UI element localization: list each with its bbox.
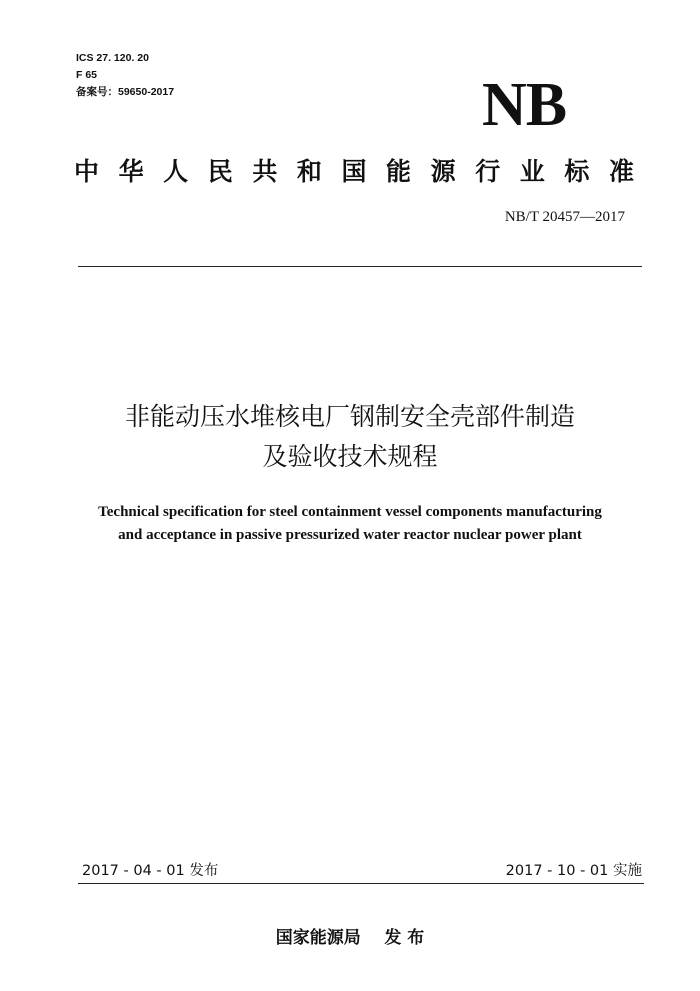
ics-code: ICS 27. 120. 20 [76, 52, 149, 64]
top-divider [78, 266, 642, 267]
publisher: 国家能源局 发 布 [275, 928, 425, 948]
english-title-line-2: and acceptance in passive pressurized water reactor nuclear power plant [118, 527, 582, 543]
header-metadata [76, 50, 174, 101]
org-char: 标 [564, 157, 590, 186]
chinese-title [0, 397, 700, 477]
english-title-line-1: Technical specification for steel containment vessel components manufacturing [98, 504, 602, 520]
english-title [0, 501, 700, 547]
org-char: 民 [207, 157, 233, 186]
standard-number: NB/T 20457—2017 [504, 209, 625, 225]
chinese-title-line-1: 非能动压水堆核电厂钢制安全壳部件制造 [124, 402, 575, 431]
org-char: 行 [475, 157, 501, 186]
issuing-organization [74, 152, 634, 192]
record-number: 备案号：59650-2017 [76, 86, 175, 98]
nb-logo: NB [482, 71, 567, 139]
org-char: 准 [608, 157, 634, 186]
org-char: 共 [252, 157, 278, 186]
org-char: 人 [163, 157, 189, 186]
chinese-title-line-2: 及验收技术规程 [262, 442, 438, 471]
org-char: 华 [118, 157, 144, 186]
implementation-date: 2017 - 10 - 01 实施 [505, 863, 642, 879]
org-char: 业 [519, 157, 545, 186]
bottom-divider [78, 883, 644, 884]
org-char: 能 [386, 157, 412, 186]
org-char: 中 [74, 157, 100, 186]
org-char: 和 [296, 157, 322, 186]
issue-date: 2017 - 04 - 01 发布 [82, 863, 219, 879]
org-char: 国 [341, 157, 367, 186]
classification-code: F 65 [76, 69, 98, 81]
org-char: 源 [430, 157, 456, 186]
